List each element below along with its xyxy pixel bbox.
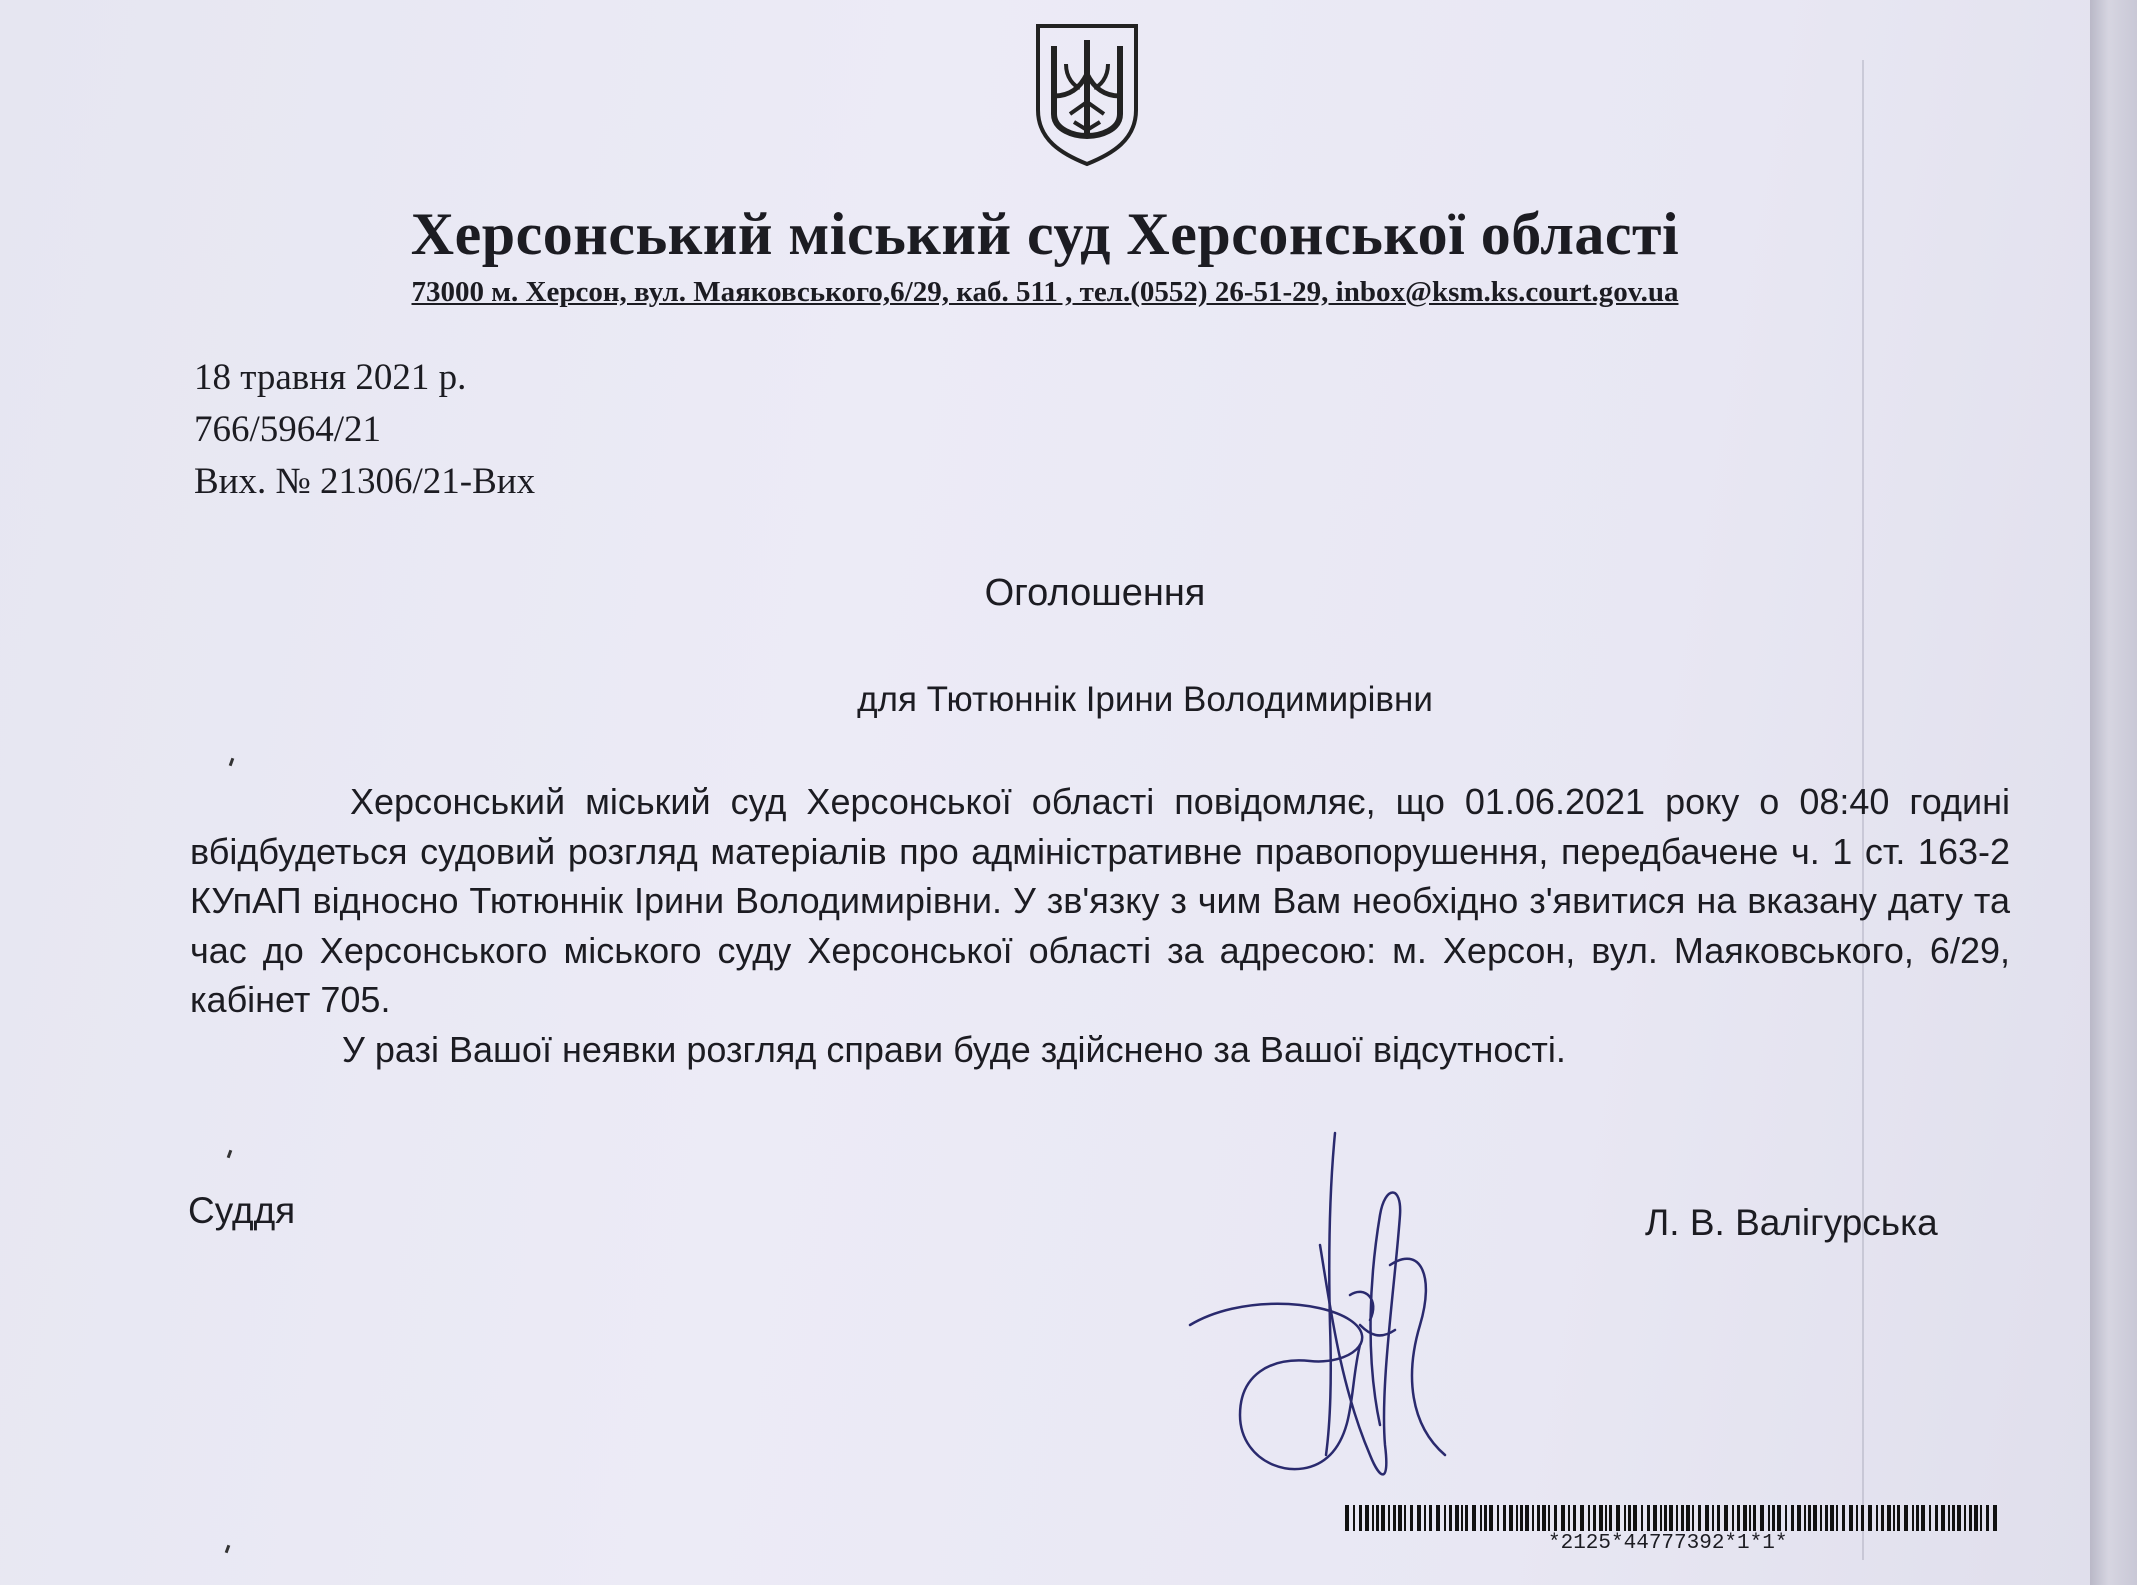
document-date: 18 травня 2021 р.: [194, 357, 467, 398]
notice-addressee: для Тютюннік Ірини Володимирівни: [857, 680, 1433, 719]
signer-name: Л. В. Валігурська: [1645, 1202, 1938, 1243]
court-address-line: 73000 м. Херсон, вул. Маяковського,6/29, каб. 511 , тел.(0552) 26-51-29, inbox@ksm.ks.court.gov.ua: [411, 276, 1679, 308]
barcode-text: *2125*44777392*1*1*: [1548, 1532, 1788, 1555]
notice-heading: Оголошення: [984, 572, 1206, 614]
case-number: 766/5964/21: [194, 409, 382, 450]
handwritten-signature: [1180, 1125, 1500, 1505]
signer-role: Суддя: [188, 1190, 296, 1231]
margin-mark: [225, 1545, 231, 1554]
trident-emblem-icon: [1030, 18, 1144, 168]
barcode: [1345, 1505, 2005, 1531]
margin-mark: [227, 1150, 233, 1159]
outgoing-number: Вих. № 21306/21-Вих: [194, 461, 536, 502]
margin-mark: [229, 758, 235, 767]
notice-paragraph: Херсонський міський суд Херсонської області повідомляє, що 01.06.2021 року о 08:40 годині вбідбудеться судовий розгляд матеріалів про адміністративне правопорушення, передбачене ч. 1 ст. 163-2 КУпАП відносно Тютюннік Ірини Володимирівни. У зв'язку з чим Вам необхідно з'явитися на вказану дату та час до Херсонського міського суду Херсонської області за адресою: м. Херсон, вул. Маяковського, 6/29, кабінет 705.: [190, 781, 2010, 1020]
notice-body: [190, 777, 2010, 1074]
court-name: Херсонський міський суд Херсонської області: [410, 201, 1680, 267]
notice-paragraph: У разі Вашої неявки розгляд справи буде здійснено за Вашої відсутності.: [342, 1028, 1566, 1070]
document-meta: [194, 352, 535, 508]
page-edge: [2090, 0, 2137, 1585]
